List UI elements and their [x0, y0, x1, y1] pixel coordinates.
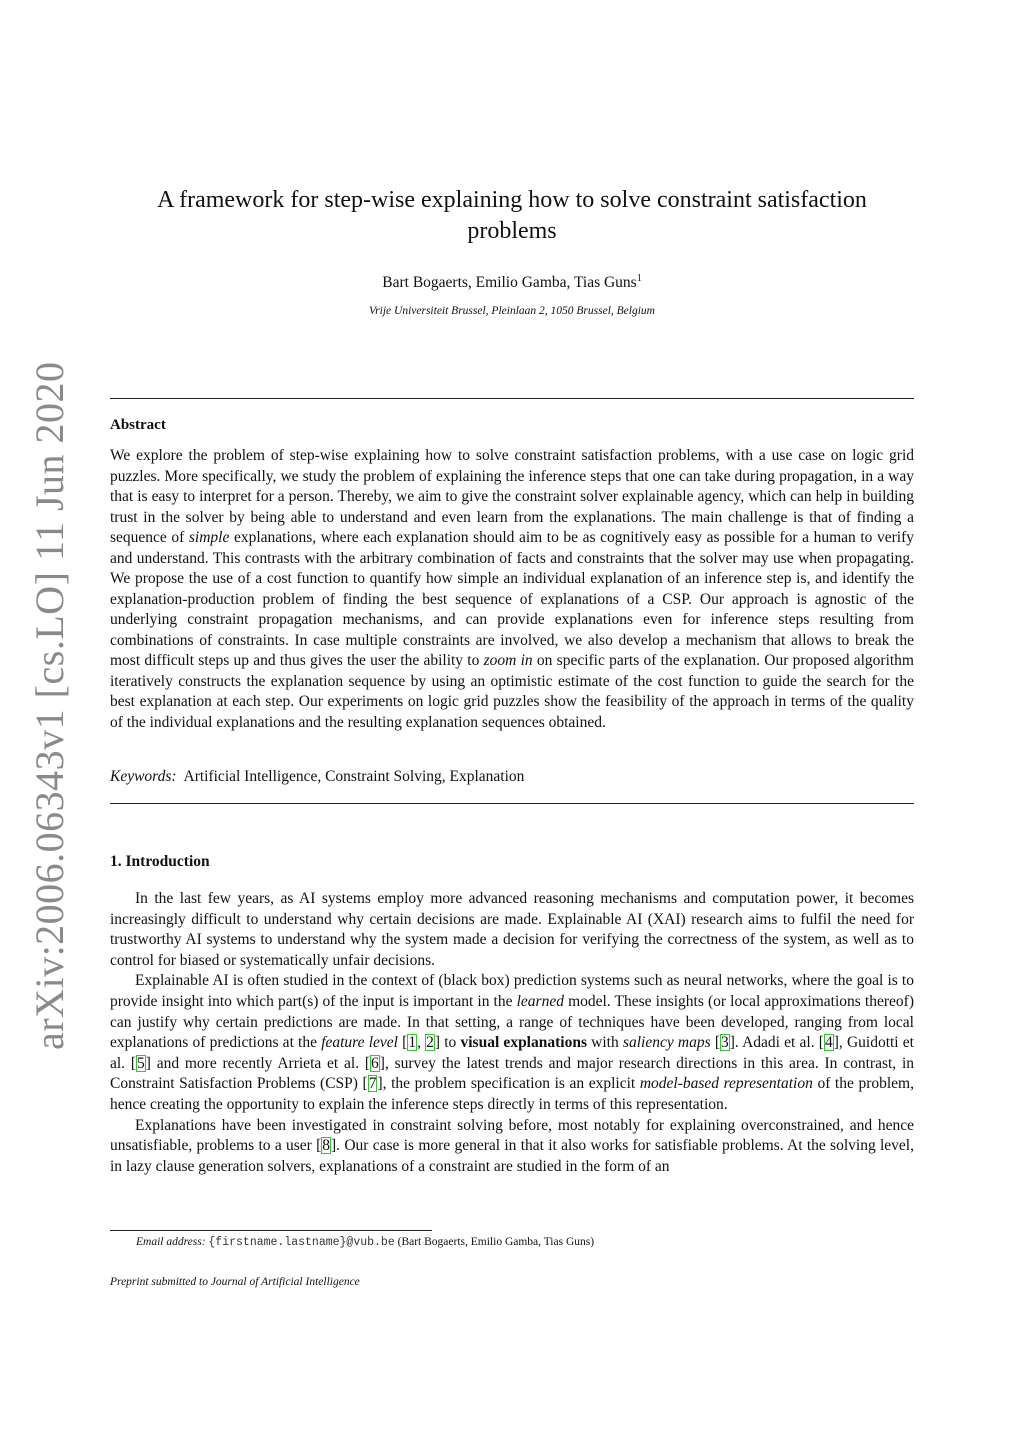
author-list [112, 273, 912, 292]
abstract-emphasis: zoom in [483, 652, 533, 669]
citation-link[interactable]: 2 [426, 1034, 434, 1052]
preprint-note: Preprint submitted to Journal of Artificial Intelligence [110, 1276, 360, 1288]
citation-link[interactable]: 4 [824, 1034, 833, 1052]
abstract-segment: explanations, where each explanation should aim to be as cognitively easy as possible for a human to verify and understand. This contrasts with the arbitrary combination of facts and constraints that the solver may use when propagating. We propose the use of a cost function to quantify how simple an individual explanation of an inference step is, and identify the explanation-production problem of finding the best sequence of explanations of a CSP. Our approach is agnostic of the underlying constraint propagation mechanisms, and can provide explanations even for inference steps resulting from combinations of constraints. In case multiple constraints are involved, we also develop a mechanism that allows to break the most difficult steps up and thus gives the user the ability to [110, 529, 915, 669]
keywords [110, 768, 524, 786]
paper-title: A framework for step-wise explaining how to solve constraint satisfaction problems [157, 187, 867, 244]
footnote-names: (Bart Bogaerts, Emilio Gamba, Tias Guns) [397, 1236, 595, 1248]
citation-link[interactable]: 7 [368, 1075, 377, 1093]
footnote-rule [110, 1230, 432, 1231]
keywords-text: Artificial Intelligence, Constraint Solving, Explanation [183, 768, 525, 785]
abstract-heading: Abstract [110, 417, 166, 433]
keywords-label: Keywords: [110, 768, 177, 785]
introduction-body [110, 889, 914, 1177]
author-names: Bart Bogaerts, Emilio Gamba, Tias Guns [382, 274, 637, 292]
citation-link[interactable]: 1 [408, 1034, 417, 1052]
arxiv-identifier: arXiv:2006.06343v1 [cs.LO] 11 Jun 2020 [27, 361, 72, 1050]
citation-link[interactable]: 8 [322, 1137, 331, 1155]
abstract-segment: on specific parts of the explanation. Our proposed algorithm iteratively constructs the explanation sequence by using an optimistic estimate of the cost function to guide the search for the best explanation at each step. Our experiments on logic grid puzzles show the feasibility of the approach in terms of the quality of the individual explanations and the resulting explanation sequences obtained. [110, 652, 914, 731]
author-footnote-mark: 1 [636, 273, 642, 284]
abstract-text [110, 446, 914, 733]
section-heading: 1. Introduction [110, 853, 210, 870]
affiliation: Vrije Universiteit Brussel, Pleinlaan 2, 1050 Brussel, Belgium [369, 305, 655, 317]
intro-paragraph-2: Explainable AI is often studied in the context of (black box) prediction systems such as neural networks, where the goal is to provide insight into which part(s) of the input is important in the learned model. These insights (or local approximations thereof) can justify why certain predictions are made. In that setting, a range of techniques have been developed, ranging from local explanations of predictions at the feature level [1, 2] to visual explanations with saliency maps [3]. Adadi et al. [4], Guidotti et al. [5] and more recently Arrieta et al. [6], survey the latest trends and major research directions in this area. In contrast, in Constraint Satisfaction Problems (CSP) [7], the problem specification is an explicit model-based representation of the problem, hence creating the opportunity to explain the inference steps directly in terms of this representation. [110, 972, 914, 1113]
citation-link[interactable]: 5 [137, 1054, 145, 1072]
footnote [136, 1236, 594, 1249]
abstract-bottom-rule [110, 803, 914, 804]
email-address[interactable]: {firstname.lastname}@vub.be [208, 1236, 395, 1249]
citation-link[interactable]: 3 [720, 1034, 729, 1052]
abstract-segment: We explore the problem of step-wise explaining how to solve constraint satisfaction problems, with a use case on logic grid puzzles. More specifically, we study the problem of explaining the inference steps that one can take during propagation, in a way that is easy to interpret for a person. Thereby, we aim to give the constraint solver explainable agency, which can help in building trust in the solver by being able to understand and even learn from the explanations. The main challenge is that of finding a sequence of [110, 447, 914, 546]
intro-paragraph-1: In the last few years, as AI systems employ more advanced reasoning mechanisms and computation power, it becomes increasingly difficult to understand why certain decisions are made. Explainable AI (XAI) research aims to fulfil the need for trustworthy AI systems to understand why the system made a decision for verifying the correctness of the system, as well as to control for biased or systematically unfair decisions. [110, 890, 914, 969]
intro-paragraph-3: Explanations have been investigated in constraint solving before, most notably for explaining overconstrained, and hence unsatisfiable, problems to a user [8]. Our case is more general in that it also works for satisfiable problems. At the solving level, in lazy clause generation solvers, explanations of a constraint are studied in the form of an [110, 1116, 914, 1175]
footnote-label: Email address: [136, 1236, 206, 1248]
abstract-emphasis: simple [188, 529, 230, 546]
abstract-top-rule [110, 398, 914, 399]
citation-link[interactable]: 6 [371, 1054, 379, 1072]
